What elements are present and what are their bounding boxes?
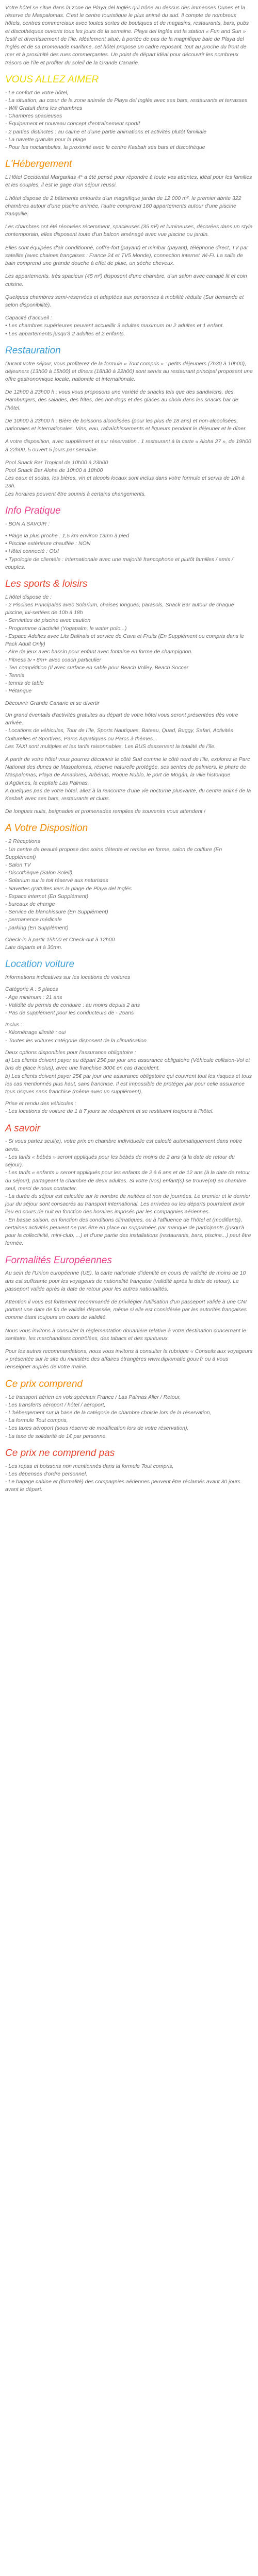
paragraph: L'hôtel dispose de 2 bâtiments entourés d'un magnifique jardin de 12 000 m², le premier abrite 322 chambres autour d'une piscine animée, l'autre comprend 160 appartements autour d'une piscine tranquille. xyxy=(5,195,241,217)
line-list xyxy=(5,1138,253,1247)
paragraph: De longues nuits, baignades et promenades remplies de souvenirs vous attendent ! xyxy=(5,808,206,815)
text-line: - La durée du séjour est calculée sur le nombre de nuitées et non de journées. Le premier et le dernier jour du séjour sont consacrés au transport international. Les arrivées ou les départs pourraient avoir lieu en cours de nuit en fonction des horaires imposés par les compagnies aériennes. xyxy=(5,1193,251,1215)
section-heading: Ce prix comprend xyxy=(5,1378,83,1389)
line-list xyxy=(5,89,253,152)
text-line: - Le transport aérien en vols spéciaux France / Las Palmas Aller / Retour, xyxy=(5,1394,181,1400)
section-heading: VOUS ALLEZ AIMER xyxy=(5,74,99,85)
text-line: - Programme d'activité (Yogapalm, le water polo...) xyxy=(5,625,127,632)
section-heading: A Votre Disposition xyxy=(5,823,88,834)
text-line: - Chambres spacieuses xyxy=(5,113,62,120)
text-line: - Les tarifs « bébés » seront appliqués pour les bébés de moins de 2 ans (à la date de retour du séjour). xyxy=(5,1154,235,1168)
text-line: Les TAXI sont multiples et les tarifs raisonnables. Les BUS desservent la totalité de l'île. xyxy=(5,743,216,750)
section-heading: Restauration xyxy=(5,345,61,356)
text-line: - Un centre de beauté propose des soins détente et remise en forme, salon de coiffure (En Supplément) xyxy=(5,846,222,860)
text-line xyxy=(5,696,253,700)
text-line: - Toutes les voitures catégorie disposent de la climatisation. xyxy=(5,1037,148,1044)
text-line: - 2 Piscines Principales avec Solarium, chaises longues, parasols, Snack Bar autour de chaque piscine, lui-settées de 10h à 18h xyxy=(5,602,234,616)
paragraph: Nous vous invitons à consulter la réglementation douanière relative à votre destination concernant le sanitaire, les marchandises contrôlées, des tabacs et des spiritueux. xyxy=(5,1327,246,1342)
text-line: • Plage la plus proche : 1,5 km environ 13mn à pied xyxy=(5,532,130,539)
text-line: a) Les clients doivent payer au départ 25€ par jour une assurance obligatoire (Véhicule collision-Vol et bris de glace inclus), avec une franchise 300€ en cas d'accident. xyxy=(5,1057,250,1072)
text-line: Prise et rendu des véhicules : xyxy=(5,1100,76,1107)
line-list xyxy=(5,520,253,571)
paragraph: De 12h00 à 23h00 h : vous vous proposons une variété de snacks tels que des sandwichs, des Hamburgers, des salades, des frites, des hot-dogs et des glaces au choix dans les snacks bar de l'hôtel. xyxy=(5,389,238,411)
section-heading: Ce prix ne comprend pas xyxy=(5,1447,115,1459)
text-line: - Tennis xyxy=(5,672,24,679)
text-line: - Ten compétition (Il avec surface en sable pour Beach Volley, Beach Soccer xyxy=(5,664,189,671)
text-line: - La situation, au cœur de la zone animée de Playa del Inglés avec ses bars, restaurants et terrasses xyxy=(5,97,248,104)
text-line: • Piscine extérieure chauffée : NON xyxy=(5,540,91,547)
text-line: - Équipement et nouveau concept d'entraînement sportif xyxy=(5,121,140,127)
text-line: - Les taxes aéroport (sous réserve de modification lors de votre réservation), xyxy=(5,1425,189,1432)
section-1 xyxy=(5,74,253,152)
text-line: - Pour les noctambules, la proximité avec le centre Kasbah ses bars et discothèque xyxy=(5,144,205,151)
text-line: - Solarium sur le toit réservé aux naturistes xyxy=(5,877,108,884)
paragraph: L'Hôtel Occidental Margaritas 4* a été pensé pour répondre à toute vos attentes, idéal pour les familles et les couples, il est le gage d'un séjour réussi. xyxy=(5,174,252,189)
section-heading: Info Pratique xyxy=(5,505,61,516)
section-6 xyxy=(5,823,253,952)
text-line: - tennis de table xyxy=(5,680,44,687)
text-line: - Wifi Gratuit dans les chambres xyxy=(5,105,83,111)
text-line: - BON A SAVOIR : xyxy=(5,520,50,527)
section-heading: A savoir xyxy=(5,1123,40,1134)
text-line: - Kilométrage illimité : oui xyxy=(5,1029,66,1036)
text-line: • Typologie de clientèle : internationale avec une majorité francophone et plutôt familles / amis / couples. xyxy=(5,556,233,570)
text-line: • Les chambres supérieures peuvent accueillir 3 adultes maximum ou 2 adultes et 1 enfant. xyxy=(5,323,224,329)
text-line: - Aire de jeux avec bassin pour enfant avec fontaine en forme de champignon. xyxy=(5,649,193,655)
section-heading: L'Hébergement xyxy=(5,159,72,170)
text-line xyxy=(5,1096,253,1100)
text-line: - La navette gratuite pour la plage xyxy=(5,136,87,143)
text-line: - Le bagage cabine et (formalité) des compagnies aériennes peuvent être réclamés avant 30 jours avant le départ. xyxy=(5,1479,240,1493)
text-line: - Service de blanchissure (En Supplément) xyxy=(5,909,108,916)
text-line: • Hôtel connecté : OUI xyxy=(5,548,59,555)
text-line: - Pétanque xyxy=(5,688,32,694)
paragraph: Pool Snack Bar Tropical de 10h00 à 23h00 Pool Snack Bar Aloha de 10h00 à 18h00 Les eaux et sodas, les bières, vin et alcools locaux sont inclus dans votre formule et servis de 10h à 23h. Les horaires peuvent être soumis à certains changements. xyxy=(5,459,245,497)
text-line xyxy=(5,528,253,532)
section-9 xyxy=(5,1255,253,1371)
text-line: - 2 Réceptions xyxy=(5,838,40,845)
text-line: - En basse saison, en fonction des conditions climatiques, ou à l'affluence de l'hôtel et (modifiants), certaines activités peuvent ne pas être en place ou supprimées par manque de participants (jusqu'à pour la collectivité, mini-club, ...) et d'une partie des installations (restaurants, bars, piscine...) peut être fermée. xyxy=(5,1216,251,1247)
text-line: - Espace Adultes avec Lits Balinais et service de Cava et Fruits (En Supplément ou compris dans le Pack Adult Only) xyxy=(5,633,244,648)
paragraph: Pour les autres recommandations, nous vous invitons à consulter la rubrique « Conseils aux voyageurs » présentée sur le site du ministère des affaires étrangères www.diplomatie.gouv.fr ou à vous renseigner auprès de votre mairie. xyxy=(5,1348,253,1370)
paragraph: A partir de votre hôtel vous pourrez découvrir le côté Sud comme le côté nord de l'île, explorez le Parc National des dunes de Maspalomas, réserve naturelle protégée, ses sentes de palmiers, le phare de Maspalomas, Playa de Amadores, Arbénas, Roque Nublo, le port de Mogán, la ville historique d'Agüimes, la capitale Las Palmas. A quelques pas de votre hôtel, allez à la rencontre d'une vie nocturne plusvante, du centre animé de la Kasbah avec ses bars, restaurants et clubs. xyxy=(5,756,251,802)
text-line: - Age minimum : 21 ans xyxy=(5,994,62,1001)
section-heading: Location voiture xyxy=(5,959,75,970)
text-line: - Si vous partez seul(e), votre prix en chambre individuelle est calculé automatiquement dans notre devis. xyxy=(5,1138,243,1153)
section-10 xyxy=(5,1379,253,1440)
text-line: - Les transferts aéroport / hôtel / aéroport, xyxy=(5,1401,106,1408)
text-line: Catégorie A : 5 places xyxy=(5,986,58,993)
section-7 xyxy=(5,959,253,1115)
text-line: - Discothèque (Salon Soleil) xyxy=(5,870,73,876)
section-5 xyxy=(5,579,253,816)
text-line: - Les locations de voiture de 1 à 7 jours se récupèrent et se restituent toujours à l'hôtel. xyxy=(5,1108,214,1115)
text-line: - Le confort de votre hôtel, xyxy=(5,89,69,96)
text-line: Capacité d'accueil : xyxy=(5,315,52,321)
text-line xyxy=(5,932,253,936)
section-4 xyxy=(5,505,253,571)
text-line: Informations indicatives sur les locations de voitures xyxy=(5,974,131,981)
section-2 xyxy=(5,159,253,338)
line-list xyxy=(5,1394,253,1440)
text-line: Inclus : xyxy=(5,1022,23,1028)
text-line: - bureaux de change xyxy=(5,901,55,908)
text-line: • Les appartements jusqu'à 2 adultes et 2 enfants. xyxy=(5,330,125,337)
line-list xyxy=(5,838,253,952)
text-line: - Les tarifs « enfants » seront appliqués pour les enfants de 2 à 6 ans et de 12 ans (à la date de retour du séjour), partageant la chambre de deux adultes. Si votre (vos) enfant(s) se trouve(nt) en chambre seul, merci de nous contacter. xyxy=(5,1170,250,1192)
paragraph: Au sein de l'Union européenne (UE), la carte nationale d'identité en cours de validité de moins de 10 ans est suffisante pour les voyageurs de nationalité française (validité après la date de retour). Le passeport valide après la date de retour pour les autres nationalités. xyxy=(5,1270,246,1292)
line-list xyxy=(5,974,253,1116)
paragraph: Quelques chambres semi-réservées et adaptées aux personnes à mobilité réduite (Sur demande et selon disponibilité). xyxy=(5,294,244,308)
text-line: L'hôtel dispose de : xyxy=(5,594,52,600)
text-line: - La taxe de solidarité de 1€ par personne. xyxy=(5,1433,107,1439)
text-line: - Pas de supplément pour les conducteurs de - 25ans xyxy=(5,1010,134,1016)
section-3 xyxy=(5,345,253,498)
paragraph: Les appartements, très spacieux (45 m²) disposent d'une chambre, d'un salon avec canapé lit et coin cuisine. xyxy=(5,273,247,287)
text-line xyxy=(5,1017,253,1021)
section-heading: Formalités Européennes xyxy=(5,1255,112,1266)
paragraph: Elles sont équipées d'air conditionné, coffre-fort (payant) et minibar (payant), téléphone direct, TV par satellite (avec chaines françaises : France 24 et TV5 Monde), connection internet Wi-Fi. La salle de bain comprend une grande douche à effet de pluie, un sèche cheveux. xyxy=(5,244,248,267)
section-11 xyxy=(5,1448,253,1494)
text-line: - Navettes gratuites vers la plage de Playa del Inglés xyxy=(5,885,132,892)
paragraph: De 10h00 à 23h00 h : Bière de boissons alcoolisées (pour les plus de 18 ans) et non-alcoolisées, nationales et internationales. Vins, eau, rafraîchissements et liqueurs pendant le déjeuner et le dîner. xyxy=(5,417,247,432)
text-line: - Salon TV xyxy=(5,861,31,868)
text-line: - Validité du permis de conduire : au moins depuis 2 ans xyxy=(5,1002,140,1008)
text-line: b) Les clients doivent payer 25€ par jour une assurance obligatoire qui couvrent tout les risques et tous les cas mentionnés plus haut, sans franchise. Il est impossible de protéger par pour celle assurance tous risques sans franchise (même avec un supplément). xyxy=(5,1073,252,1095)
paragraph: A votre disposition, avec supplément et sur réservation : 1 restaurant à la carte « Aloha 27 », de 19h00 à 22h00, 5 ouvert 5 jours par semaine. xyxy=(5,438,251,453)
text-line xyxy=(5,981,253,986)
paragraph: Attention il vous est fortement recommandé de privilégier l'utilisation d'un passeport valide à une CNI portant une date de fin de validité dépassée, même si elle est considérée par les autorités françaises comme étant toujours en cours de validité. xyxy=(5,1298,247,1321)
text-line: Late departs et à 30mn. xyxy=(5,944,62,951)
text-line: - Fitness tv • 8m+ avec coach particulier xyxy=(5,656,102,663)
text-line: - L'hébergement sur la base de la catégorie de chambre choisie lors de la réservation, xyxy=(5,1409,212,1416)
text-line: - permanence médicale xyxy=(5,917,62,923)
text-line: - parking (En Supplément) xyxy=(5,924,69,931)
section-8 xyxy=(5,1123,253,1248)
text-line xyxy=(5,1045,253,1049)
text-line: Check-in à partir 15h00 et Check-out à 12h00 xyxy=(5,936,115,943)
text-line: - La formule Tout compris, xyxy=(5,1417,68,1424)
line-list xyxy=(5,594,253,751)
text-line: - Les dépenses d'ordre personnel, xyxy=(5,1470,88,1477)
paragraph: Votre hôtel se situe dans la zone de Playa del Inglés qui trône au dessus des immenses Dunes et la réserve de Maspalomas. C'est le centre touristique le plus animé du sud. Il compte de nombreux hôtels, centres commerciaux avec toutes sortes de boutiques et de magasins, restaurants, bars, pubs et discothèques ouverts tous les jours de la semaine. Playa del Inglés est la station « Fun and Sun » festif et divertissement de l'île. Idéalement situé, à portée de pas de la magnifique baie de Playa del Inglés et de sa promenade maritime, cet hôtel propose un cadre reposant, tout au proche du front de mer et à proximité des rues commerçantes. Un point de départ idéal pour découvrir les nombreux trésors de l'île et profiter du soleil de la Grande Canarie. xyxy=(5,5,249,66)
section-heading: Les sports & loisirs xyxy=(5,579,88,589)
text-line: - 2 parties distinctes : au calme et d'une partie animations et activités plutôt familiale xyxy=(5,128,207,135)
paragraph: Les chambres ont été rénovées récemment, spacieuses (35 m²) et lumineuses, décorées dans un style contemporain, elles disposent toute d'un balcon aménagé avec vue piscine ou jardin. xyxy=(5,224,253,238)
text-line: Découvrir Grande Canarie et se divertir xyxy=(5,700,100,706)
section-0 xyxy=(5,4,253,67)
line-list xyxy=(5,314,253,338)
text-line: - Serviettes de piscine avec caution xyxy=(5,617,91,624)
text-line: - Espace internet (En Supplément) xyxy=(5,893,89,900)
text-line: - Les repas et boissons non mentionnés dans la formule Tout compris, xyxy=(5,1463,174,1469)
text-line: Un grand éventails d'activités gratuites au départ de votre hôtel vous seront présentées dès votre arrivée. xyxy=(5,711,238,726)
line-list xyxy=(5,1463,253,1494)
paragraph: Durant votre séjour, vous profiterez de la formule « Tout compris » : petits déjeuners (7h30 à 10h00), déjeuners (13h00 à 15h00) et dîners (18h30 à 22h00) sont servis au restaurant principal proposant une offre gastronomique locale, nationale et internationale. xyxy=(5,360,253,383)
text-line: Deux options disponibles pour l'assurance obligatoire : xyxy=(5,1049,136,1056)
text-line xyxy=(5,707,253,711)
text-line: - Locations de véhicules, Tour de l'île, Sports Nautiques, Bateau, Quad, Buggy, Safari, Activités Culturelles et Sportives, Parcs Aquatiques ou Parcs à thèmes... xyxy=(5,727,233,742)
